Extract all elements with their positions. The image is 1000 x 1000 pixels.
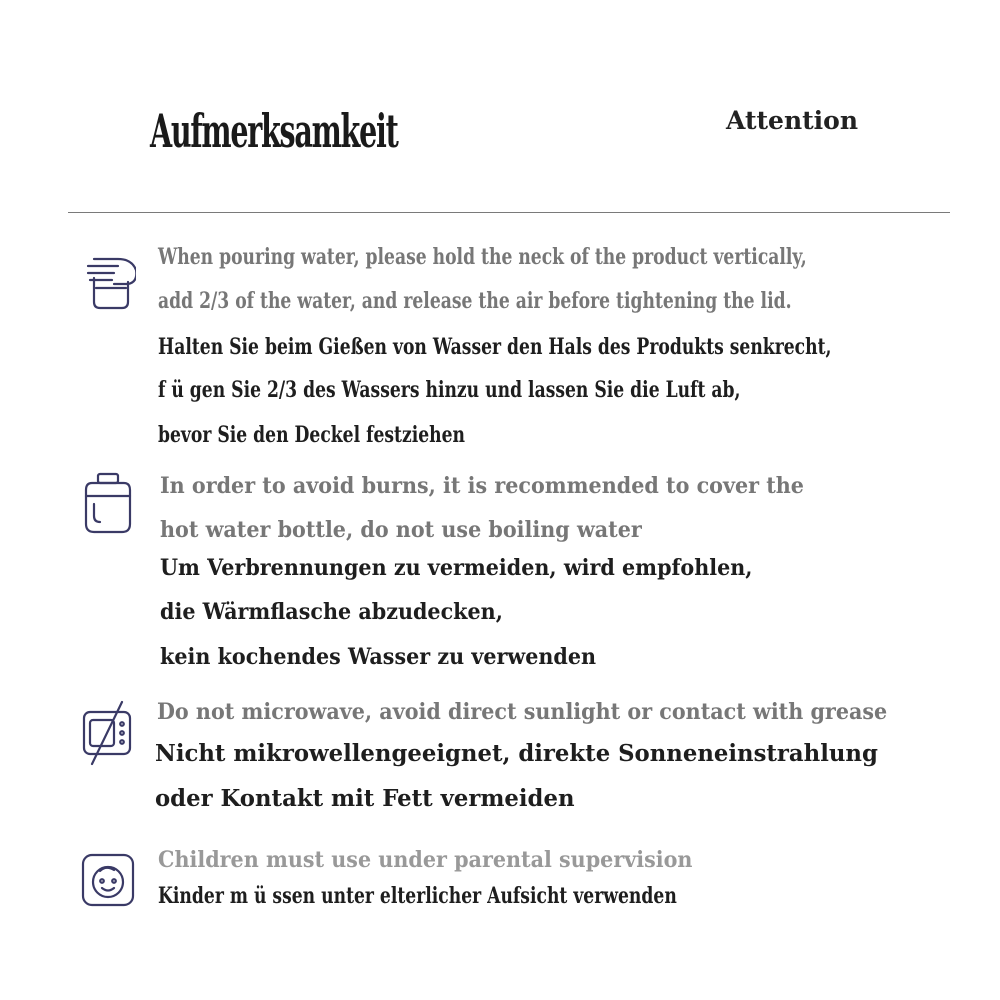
section-1-de-line-2: f ü gen Sie 2/3 des Wassers hinzu und lassen Sie die Luft ab, — [158, 377, 741, 403]
header-divider — [68, 212, 950, 213]
section-2-de-line-1: Um Verbrennungen zu vermeiden, wird empfohlen, — [160, 555, 753, 581]
section-1-en-line-2: add 2/3 of the water, and release the air before tightening the lid. — [158, 288, 792, 314]
section-2-de-line-2: die Wärmflasche abzudecken, — [160, 599, 503, 625]
section-4-de-line-1: Kinder m ü ssen unter elterlicher Aufsicht verwenden — [158, 883, 677, 909]
page-title-german: Aufmerksamkeit — [150, 104, 398, 158]
section-3-de-line-1: Nicht mikrowellengeeignet, direkte Sonneneinstrahlung — [155, 740, 878, 767]
section-3-en-line-1: Do not microwave, avoid direct sunlight or contact with grease — [157, 699, 888, 725]
section-2-en-line-1: In order to avoid burns, it is recommended to cover the — [160, 473, 804, 499]
section-4-en-line-1: Children must use under parental supervision — [158, 847, 693, 873]
no-microwave-icon — [80, 700, 134, 766]
hand-pouring-icon — [84, 248, 136, 312]
section-1-de-line-1: Halten Sie beim Gießen von Wasser den Hals des Produkts senkrecht, — [158, 334, 832, 360]
section-2-en-line-2: hot water bottle, do not use boiling water — [160, 517, 642, 543]
section-1-en-line-1: When pouring water, please hold the neck of the product vertically, — [158, 244, 807, 270]
page-title-english: Attention — [726, 106, 859, 135]
section-1-de-line-3: bevor Sie den Deckel festziehen — [158, 422, 466, 448]
covered-bottle-icon — [82, 472, 134, 536]
section-3-de-line-2: oder Kontakt mit Fett vermeiden — [155, 785, 575, 812]
section-2-de-line-3: kein kochendes Wasser zu verwenden — [160, 644, 597, 670]
child-face-icon — [80, 852, 136, 908]
